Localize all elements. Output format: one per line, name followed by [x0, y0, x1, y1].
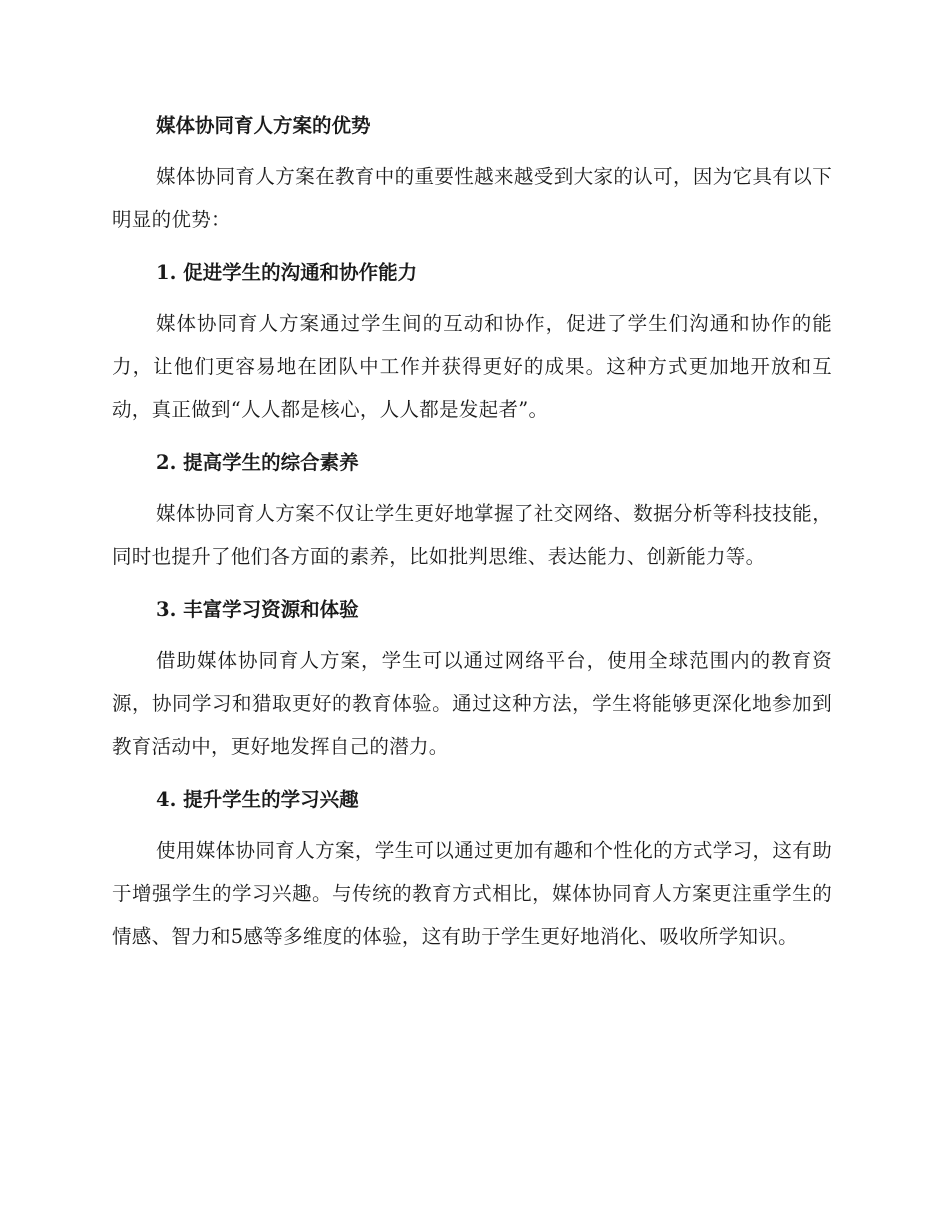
intro-paragraph: 媒体协同育人方案在教育中的重要性越来越受到大家的认可，因为它具有以下明显的优势： [112, 165, 832, 231]
section-body-4: 使用媒体协同育人方案，学生可以通过更加有趣和个性化的方式学习，这有助于增强学生的学习兴趣。与传统的教育方式相比，媒体协同育人方案更注重学生的情感、智力和5感等多维度的体验，这有助于学生更好地消化、吸收所学知识。 [112, 839, 832, 948]
document-title: 媒体协同育人方案的优势 [156, 114, 371, 137]
section-heading-4: 4. 提升学生的学习兴趣 [156, 788, 359, 811]
document-content [112, 104, 832, 958]
section-heading-3: 3. 丰富学习资源和体验 [156, 598, 359, 621]
section-heading-2: 2. 提高学生的综合素养 [156, 451, 359, 474]
section-body-1: 媒体协同育人方案通过学生间的互动和协作，促进了学生们沟通和协作的能力，让他们更容易地在团队中工作并获得更好的成果。这种方式更加地开放和互动，真正做到“人人都是核心，人人都是发起者”。 [112, 312, 832, 421]
section-heading-1: 1. 促进学生的沟通和协作能力 [156, 261, 418, 284]
section-body-3: 借助媒体协同育人方案，学生可以通过网络平台，使用全球范围内的教育资源，协同学习和猎取更好的教育体验。通过这种方法，学生将能够更深化地参加到教育活动中，更好地发挥自己的潜力。 [112, 649, 832, 758]
section-body-2: 媒体协同育人方案不仅让学生更好地掌握了社交网络、数据分析等科技技能，同时也提升了他们各方面的素养，比如批判思维、表达能力、创新能力等。 [112, 502, 832, 568]
